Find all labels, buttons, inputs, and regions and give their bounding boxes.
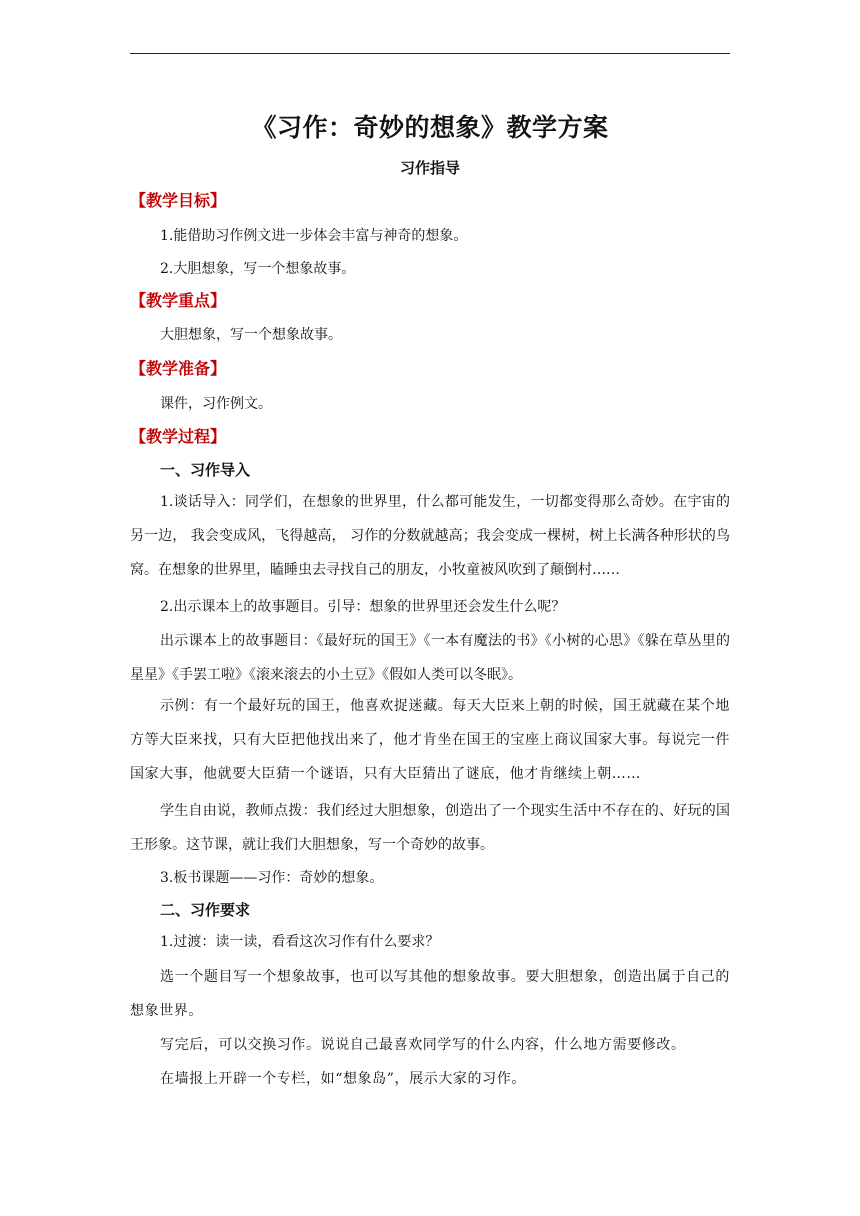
part-heading-intro: 一、习作导入 [160, 461, 251, 479]
section-heading-key-points: 【教学重点】 [130, 291, 227, 310]
paragraph-example: 示例：有一个最好玩的国王，他喜欢捉迷藏。每天大臣来上朝的时候，国王就藏在某个地方等大臣来找，只有大臣把他找出来了，他才肯坐在国王的宝座上商议国家大事。每说完一件国家大事，他就要大臣猜一个谜语，只有大臣猜出了谜底，他才肯继续上朝…… [130, 698, 730, 782]
paragraph: 1.过渡：读一读，看看这次习作有什么要求？ [160, 934, 440, 950]
paragraph: 出示课本上的故事题目：《最好玩的国王》《一本有魔法的书》《小树的心思》《躲在草丛里的星星》《手罢工啦》《滚来滚去的小土豆》《假如人类可以冬眠》。 [130, 633, 730, 683]
preparation-text: 课件，习作例文。 [160, 396, 272, 412]
part-heading-requirements: 二、习作要求 [160, 901, 251, 919]
paragraph-requirement: 在墙报上开辟一个专栏，如“想象岛”，展示大家的习作。 [160, 1071, 526, 1087]
section-heading-goals: 【教学目标】 [130, 191, 227, 210]
header-rule [130, 53, 730, 54]
document-subtitle: 习作指导 [399, 159, 460, 177]
section-heading-preparation: 【教学准备】 [130, 359, 227, 378]
paragraph: 3.板书课题——习作：奇妙的想象。 [160, 870, 384, 886]
goal-item: 1.能借助习作例文进一步体会丰富与神奇的想象。 [160, 228, 468, 244]
key-points-text: 大胆想象，写一个想象故事。 [160, 327, 342, 343]
goal-item: 2.大胆想象，写一个想象故事。 [160, 261, 356, 277]
paragraph-requirement: 选一个题目写一个想象故事，也可以写其他的想象故事。要大胆想象，创造出属于自己的想象世界。 [130, 969, 730, 1019]
paragraph: 1.谈话导入：同学们，在想象的世界里，什么都可能发生，一切都变得那么奇妙。在宇宙的另一边， 我会变成风，飞得越高， 习作的分数就越高；我会变成一棵树，树上长满各种形状的鸟窝。在想象的世界里，瞌睡虫去寻找自己的朋友，小牧童被风吹到了颠倒村…… [130, 494, 730, 578]
paragraph: 学生自由说，教师点拨：我们经过大胆想象，创造出了一个现实生活中不存在的、好玩的国王形象。这节课，就让我们大胆想象，写一个奇妙的故事。 [130, 803, 730, 853]
paragraph-requirement: 写完后，可以交换习作。说说自己最喜欢同学写的什么内容，什么地方需要修改。 [160, 1037, 686, 1053]
document-title: 《习作：奇妙的想象》教学方案 [251, 113, 609, 142]
paragraph: 2.出示课本上的故事题目。引导：想象的世界里还会发生什么呢？ [160, 599, 566, 615]
section-heading-process: 【教学过程】 [130, 427, 227, 446]
